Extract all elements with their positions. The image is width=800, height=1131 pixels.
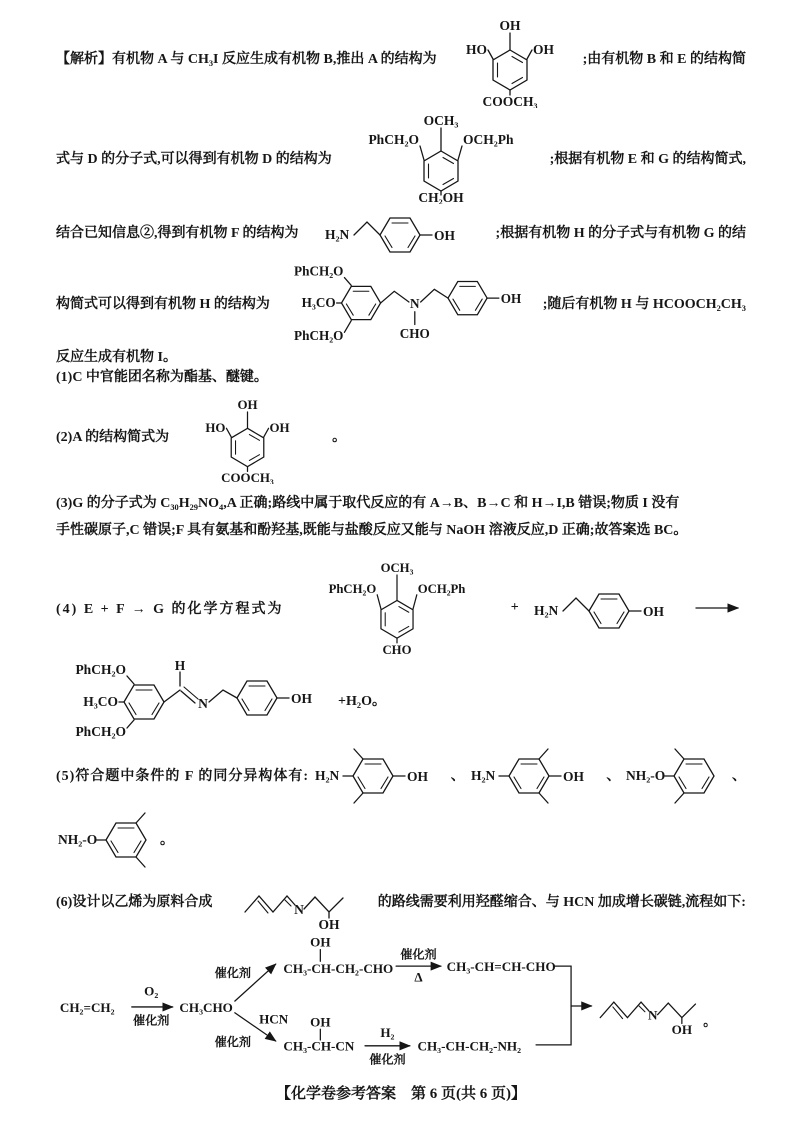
separator: 、: [450, 769, 465, 784]
answer-4-product: [56, 660, 746, 740]
label-n: N: [198, 696, 208, 711]
benzene-ring: [106, 823, 146, 857]
label-oh: OH: [501, 291, 522, 306]
label-oh: OH: [310, 1014, 331, 1030]
label-ho: HO: [465, 42, 487, 57]
answer-5: [56, 744, 746, 806]
analysis-text-3: 式与 D 的分子式,可以得到有机物 D 的结构为: [56, 152, 332, 167]
plus-water: +H₂O。: [338, 694, 386, 709]
isomer-1-dimethyl-aminophenol: [313, 744, 447, 806]
benzene-ring: [124, 685, 164, 719]
label-h2n: H₂N: [534, 603, 559, 618]
connector-bottom: [536, 1006, 571, 1045]
label-oh: OH: [562, 769, 584, 784]
label-oh: OH: [532, 42, 554, 57]
label-cooch3: COOCH₃: [221, 469, 274, 484]
structure-A-methyl-gallate: [451, 8, 569, 108]
benzene-ring: [381, 600, 413, 638]
structure-A-methyl-gallate: [191, 388, 304, 484]
structure-E: [297, 556, 497, 660]
label-acetaldehyde: CH₃CHO: [179, 999, 233, 1015]
label-h3co: H₃CO: [301, 294, 336, 310]
label-o2: O₂: [144, 983, 159, 999]
structure-D: [335, 112, 547, 204]
answer-3: [56, 490, 746, 544]
benzene-ring: [342, 286, 381, 319]
answer-2-text: (2)A 的结构简式为: [56, 430, 170, 445]
final-product-skeletal: [600, 1002, 695, 1037]
label-delta: Δ: [414, 969, 423, 985]
label-oh: OH: [643, 604, 665, 619]
label-h2n: H₂N: [314, 768, 340, 783]
label-hcn: HCN: [259, 1011, 289, 1027]
analysis-text-7: 构简式可以得到有机物 H 的结构为: [56, 297, 270, 312]
answer-1: (1)C 中官能团名称为酯基、醚键。: [56, 370, 268, 385]
analysis-text-6: ;根据有机物 H 的分子式与有机物 G 的结: [495, 226, 746, 241]
benzene-ring: [380, 218, 420, 252]
analysis-text-5: 结合已知信息②,得到有机物 F 的结构为: [56, 226, 299, 241]
synthesis-flow-diagram: [56, 934, 746, 1076]
label-cyanohydrin: CH₃-CH-CN: [283, 1038, 355, 1054]
answer-3-line-2: 手性碳原子,C 错误;F 具有氨基和酚羟基,既能与盐酸反应又能与 NaOH 溶液反应,D 正确;故答案选 BC。: [56, 523, 688, 538]
analysis-text-2: ;由有机物 B 和 E 的结构简: [582, 52, 746, 67]
answer-5-period: 。: [160, 833, 174, 848]
analysis-text-4: ;根据有机物 E 和 G 的结构简式,: [549, 152, 746, 167]
answer-6-text-1: (6)设计以乙烯为原料合成: [56, 895, 213, 910]
label-catalyst: 催化剂: [400, 947, 437, 962]
label-phch2o: PhCH₂O: [328, 581, 377, 596]
answer-4-equation: [56, 556, 746, 660]
label-phch2o: PhCH₂O: [75, 662, 126, 677]
skeletal-chain: [245, 896, 343, 930]
isomer-4-m-aminoxy-dimethylbenzene: [56, 808, 160, 870]
label-cooch3: COOCH₃: [482, 94, 538, 108]
label-catalyst: 催化剂: [133, 1013, 170, 1028]
answer-2: [56, 388, 746, 484]
label-catalyst: 催化剂: [214, 965, 252, 980]
label-phch2o: PhCH₂O: [75, 724, 126, 739]
analysis-text-8: ;随后有机物 H 与 HCOOCH₂CH₃: [542, 297, 746, 312]
para-line-5: 反应生成有机物 I。: [56, 350, 177, 365]
label-nh2o: NH₂-O: [626, 768, 666, 783]
isomer-3-o-aminoxy-dimethylbenzene: [624, 744, 728, 806]
separator: 、: [732, 769, 746, 784]
structure-H: [275, 260, 537, 346]
label-ch2oh: CH₂OH: [418, 190, 464, 204]
label-cho: CHO: [382, 643, 412, 658]
label-oh: OH: [406, 769, 428, 784]
para-line-1: [56, 8, 746, 108]
plus-sign: +: [510, 600, 519, 615]
connector-top: [554, 966, 571, 1006]
label-phch2o: PhCH₂O: [294, 328, 344, 344]
label-ethylene: CH₂=CH₂: [59, 999, 115, 1015]
label-crotonaldehyde: CH₃-CH=CH-CHO: [446, 958, 556, 974]
benzene-ring: [353, 759, 393, 793]
label-hydroxybutanal: CH₃-CH-CH₂-CHO: [283, 960, 394, 976]
label-h: H: [174, 660, 186, 673]
page-footer: 【化学卷参考答案 第 6 页(共 6 页)】: [276, 1086, 526, 1102]
separator: 、: [606, 769, 621, 784]
benzene-ring: [424, 151, 458, 191]
label-cho: CHO: [400, 326, 431, 342]
reaction-arrow: [694, 601, 746, 615]
benzene-ring: [231, 428, 264, 466]
label-oh: OH: [269, 420, 290, 436]
benzene-ring: [493, 50, 527, 90]
benzene-ring: [674, 759, 714, 793]
answer-6-text-2: 的路线需要利用羟醛缩合、与 HCN 加成增长碳链,流程如下:: [377, 895, 746, 910]
answer-5-text: (5)符合题中条件的 F 的同分异构体有:: [56, 769, 310, 784]
label-period: 。: [703, 1013, 717, 1029]
benzene-ring: [509, 759, 549, 793]
structure-G-product: [56, 660, 334, 740]
target-molecule-skeletal: [241, 872, 349, 930]
label-h2: H₂: [380, 1025, 395, 1041]
label-phch2o: PhCH₂O: [294, 263, 344, 279]
label-n: N: [410, 295, 420, 311]
label-h2n: H₂N: [470, 768, 495, 783]
benzene-ring: [237, 681, 277, 715]
label-och2ph: OCH₂Ph: [417, 581, 466, 596]
benzene-ring: [448, 282, 487, 315]
answer-2-period: 。: [332, 430, 347, 445]
label-oh: OH: [310, 934, 331, 950]
label-aminopropanol: CH₃-CH-CH₂-NH₂: [417, 1038, 522, 1054]
label-nh2o: NH₂-O: [58, 832, 98, 847]
para-line-2: [56, 112, 746, 204]
label-phch2o: PhCH₂O: [368, 132, 419, 147]
benzene-ring: [589, 594, 629, 628]
label-h3co: H₃CO: [83, 694, 118, 709]
label-ho: HO: [205, 420, 226, 436]
label-h2n: H₂N: [325, 227, 350, 242]
structure-F-tyramine: [532, 582, 680, 634]
answer-4-text: (4) E + F → G 的化学方程式为: [56, 602, 284, 617]
para-line-4: [56, 260, 746, 346]
label-catalyst: 催化剂: [369, 1052, 406, 1067]
label-och3: OCH₃: [423, 113, 459, 128]
label-och2ph: OCH₂Ph: [462, 132, 514, 147]
para-line-3: [56, 206, 746, 258]
answer-6: [56, 872, 746, 930]
flow-svg: [56, 934, 746, 1076]
label-catalyst: 催化剂: [214, 1034, 252, 1049]
label-oh: OH: [291, 691, 313, 706]
label-oh: OH: [237, 397, 258, 413]
answer-3-line-1: (3)G 的分子式为 C₃₀H₂₉NO₄,A 正确;路线中属于取代反应的有 A→B、B→C 和 H→I,B 错误;物质 I 没有: [56, 496, 680, 511]
label-och3: OCH₃: [380, 561, 414, 576]
isomer-2-dimethyl-aminophenol: [469, 744, 603, 806]
structure-F-tyramine: [323, 206, 471, 258]
label-oh: OH: [499, 18, 521, 33]
answer-5-continued: [56, 808, 746, 870]
analysis-text-1: 【解析】有机物 A 与 CH₃I 反应生成有机物 B,推出 A 的结构为: [56, 52, 437, 67]
label-oh: OH: [434, 228, 456, 243]
